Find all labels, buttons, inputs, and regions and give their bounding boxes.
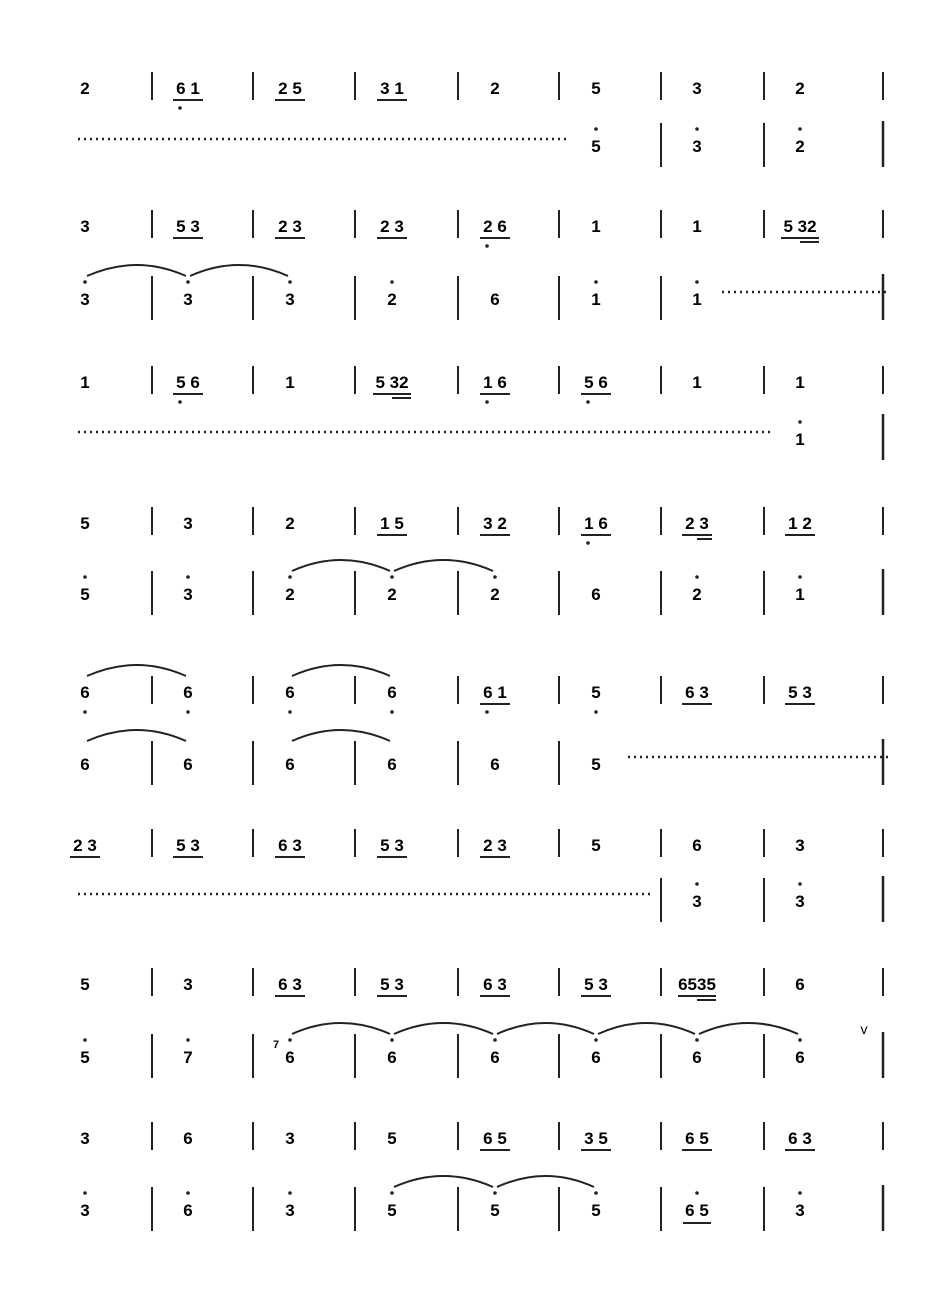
lower-note: 2 <box>285 585 295 604</box>
upper-note: 3 <box>183 514 193 533</box>
lower-note: 6 <box>591 1048 601 1067</box>
lower-note: 5 <box>80 1048 90 1067</box>
octave-dot-above <box>594 280 598 284</box>
lower-note: 3 <box>80 290 90 309</box>
octave-dot-above <box>83 280 87 284</box>
octave-dot-below <box>485 400 489 404</box>
upper-note: 3 <box>285 1129 295 1148</box>
upper-note: 2 3 <box>685 514 709 533</box>
octave-dot-above <box>798 1191 802 1195</box>
lower-tie <box>699 1023 798 1034</box>
lower-note: 1 <box>795 585 805 604</box>
octave-dot-above <box>594 1038 598 1042</box>
lower-note: 6 <box>591 585 601 604</box>
lower-note: 1 <box>795 430 805 449</box>
upper-note: 3 2 <box>483 514 507 533</box>
octave-dot-above <box>594 127 598 131</box>
lower-note: 6 <box>183 755 193 774</box>
octave-dot-above <box>83 575 87 579</box>
lower-note: 6 <box>490 290 500 309</box>
octave-dot-below <box>288 710 292 714</box>
octave-dot-above <box>186 280 190 284</box>
octave-dot-above <box>798 1038 802 1042</box>
octave-dot-above <box>83 1191 87 1195</box>
upper-note: 3 <box>80 1129 90 1148</box>
lower-note: 6 <box>490 755 500 774</box>
lower-note: 2 <box>692 585 702 604</box>
lower-note: 6 <box>285 1048 295 1067</box>
upper-note: 5 32 <box>783 217 817 236</box>
upper-note: 2 <box>490 79 500 98</box>
upper-note: 1 6 <box>483 373 507 392</box>
octave-dot-below <box>390 710 394 714</box>
lower-tie <box>292 1023 390 1034</box>
upper-note: 3 5 <box>584 1129 608 1148</box>
lower-tie <box>87 730 186 741</box>
octave-dot-below <box>586 541 590 545</box>
octave-dot-above <box>288 280 292 284</box>
upper-note: 6 3 <box>483 975 507 994</box>
octave-dot-above <box>186 1038 190 1042</box>
upper-note: 5 <box>591 836 601 855</box>
octave-dot-above <box>186 575 190 579</box>
lower-note: 3 <box>795 892 805 911</box>
lower-note: 5 <box>490 1201 500 1220</box>
lower-tie <box>190 265 288 276</box>
upper-note: 2 <box>80 79 90 98</box>
lower-note: 3 <box>285 1201 295 1220</box>
octave-dot-above <box>288 1038 292 1042</box>
upper-note: 1 <box>80 373 90 392</box>
octave-dot-above <box>390 1191 394 1195</box>
octave-dot-above <box>186 1191 190 1195</box>
upper-note: 6 3 <box>685 683 709 702</box>
octave-dot-above <box>695 882 699 886</box>
lower-note: 5 <box>387 1201 397 1220</box>
upper-note: 1 <box>591 217 601 236</box>
lower-note: 3 <box>795 1201 805 1220</box>
upper-note: 6 1 <box>483 683 507 702</box>
upper-note: 5 3 <box>380 975 404 994</box>
upper-note: 2 <box>285 514 295 533</box>
upper-note: 5 3 <box>176 217 200 236</box>
upper-tie <box>292 665 390 676</box>
upper-note: 6 3 <box>278 836 302 855</box>
lower-note: 2 <box>387 585 397 604</box>
lower-note: 2 <box>387 290 397 309</box>
lower-note: 3 <box>183 290 193 309</box>
octave-dot-above <box>83 1038 87 1042</box>
octave-dot-below <box>485 244 489 248</box>
lower-tie <box>598 1023 695 1034</box>
octave-dot-above <box>594 1191 598 1195</box>
upper-note: 5 3 <box>380 836 404 855</box>
lower-tie <box>394 1176 493 1187</box>
upper-note: 2 3 <box>278 217 302 236</box>
octave-dot-below <box>594 710 598 714</box>
upper-note: 6 5 <box>685 1129 709 1148</box>
upper-note: 1 6 <box>584 514 608 533</box>
lower-note: 3 <box>692 892 702 911</box>
lower-tie <box>497 1023 594 1034</box>
lower-note: 6 <box>490 1048 500 1067</box>
octave-dot-above <box>798 882 802 886</box>
octave-dot-below <box>186 710 190 714</box>
lower-note: 7 <box>183 1048 193 1067</box>
upper-note: 3 <box>80 217 90 236</box>
upper-note: 6 <box>183 1129 193 1148</box>
octave-dot-above <box>798 420 802 424</box>
lower-note: 6 <box>692 1048 702 1067</box>
upper-note: 6 5 <box>483 1129 507 1148</box>
octave-dot-below <box>83 710 87 714</box>
upper-note: 5 3 <box>584 975 608 994</box>
lower-note: 6 <box>387 755 397 774</box>
lower-tie <box>394 1023 493 1034</box>
octave-dot-above <box>390 280 394 284</box>
octave-dot-above <box>695 575 699 579</box>
lower-tie <box>497 1176 594 1187</box>
octave-dot-below <box>586 400 590 404</box>
lower-tie <box>292 730 390 741</box>
upper-note: 3 1 <box>380 79 404 98</box>
upper-note: 3 <box>795 836 805 855</box>
upper-note: 2 3 <box>380 217 404 236</box>
octave-dot-above <box>390 575 394 579</box>
upper-note: 3 <box>183 975 193 994</box>
upper-note: 6 <box>80 683 90 702</box>
octave-dot-above <box>493 575 497 579</box>
lower-note: 3 <box>692 137 702 156</box>
octave-dot-above <box>288 575 292 579</box>
lower-note: 1 <box>591 290 601 309</box>
upper-note: 5 3 <box>176 836 200 855</box>
lower-tie <box>292 560 390 571</box>
upper-note: 5 6 <box>176 373 200 392</box>
lower-note: 1 <box>692 290 702 309</box>
upper-note: 6 <box>183 683 193 702</box>
octave-dot-below <box>485 710 489 714</box>
upper-note: 6 <box>692 836 702 855</box>
upper-note: 3 <box>692 79 702 98</box>
lower-tie <box>394 560 493 571</box>
lower-note: 3 <box>183 585 193 604</box>
upper-note: 5 6 <box>584 373 608 392</box>
upper-note: 1 <box>692 217 702 236</box>
lower-tie <box>87 265 186 276</box>
lower-note: 6 <box>795 1048 805 1067</box>
octave-dot-above <box>798 575 802 579</box>
octave-dot-above <box>288 1191 292 1195</box>
grace-note: 7 <box>272 1039 280 1051</box>
octave-dot-above <box>493 1038 497 1042</box>
lower-note: 5 <box>80 585 90 604</box>
lower-note: 2 <box>490 585 500 604</box>
octave-dot-above <box>390 1038 394 1042</box>
upper-note: 1 <box>285 373 295 392</box>
octave-dot-above <box>695 1191 699 1195</box>
octave-dot-above <box>798 127 802 131</box>
upper-note: 2 5 <box>278 79 302 98</box>
upper-note: 6 <box>285 683 295 702</box>
lower-note: 6 <box>80 755 90 774</box>
upper-note: 6 3 <box>788 1129 812 1148</box>
upper-note: 5 3 <box>788 683 812 702</box>
upper-note: 6535 <box>678 975 716 994</box>
lower-note: 5 <box>591 137 601 156</box>
lower-note: 6 <box>183 1201 193 1220</box>
upper-note: 5 <box>80 514 90 533</box>
octave-dot-above <box>493 1191 497 1195</box>
upper-note: 1 5 <box>380 514 404 533</box>
upper-note: 5 <box>80 975 90 994</box>
lower-note: 6 5 <box>685 1201 709 1220</box>
upper-note: 2 3 <box>73 836 97 855</box>
upper-note: 6 3 <box>278 975 302 994</box>
upper-tie <box>87 665 186 676</box>
lower-note: 5 <box>591 755 601 774</box>
lower-note: 5 <box>591 1201 601 1220</box>
upper-note: 5 <box>591 79 601 98</box>
upper-note: 2 6 <box>483 217 507 236</box>
upper-note: 2 3 <box>483 836 507 855</box>
lower-note: 3 <box>80 1201 90 1220</box>
octave-dot-below <box>178 106 182 110</box>
octave-dot-above <box>695 1038 699 1042</box>
upper-note: 5 32 <box>375 373 409 392</box>
upper-note: 1 <box>692 373 702 392</box>
upper-note: 1 2 <box>788 514 812 533</box>
upper-note: 5 <box>591 683 601 702</box>
octave-dot-above <box>695 127 699 131</box>
upper-note: 6 <box>387 683 397 702</box>
octave-dot-above <box>695 280 699 284</box>
upper-note: 6 <box>795 975 805 994</box>
upper-note: 6 1 <box>176 79 200 98</box>
lower-note: 6 <box>285 755 295 774</box>
octave-dot-below <box>178 400 182 404</box>
lower-note: 6 <box>387 1048 397 1067</box>
upper-note: 2 <box>795 79 805 98</box>
breath-mark: v <box>860 1021 868 1037</box>
upper-note: 1 <box>795 373 805 392</box>
lower-note: 3 <box>285 290 295 309</box>
lower-note: 2 <box>795 137 805 156</box>
upper-note: 5 <box>387 1129 397 1148</box>
